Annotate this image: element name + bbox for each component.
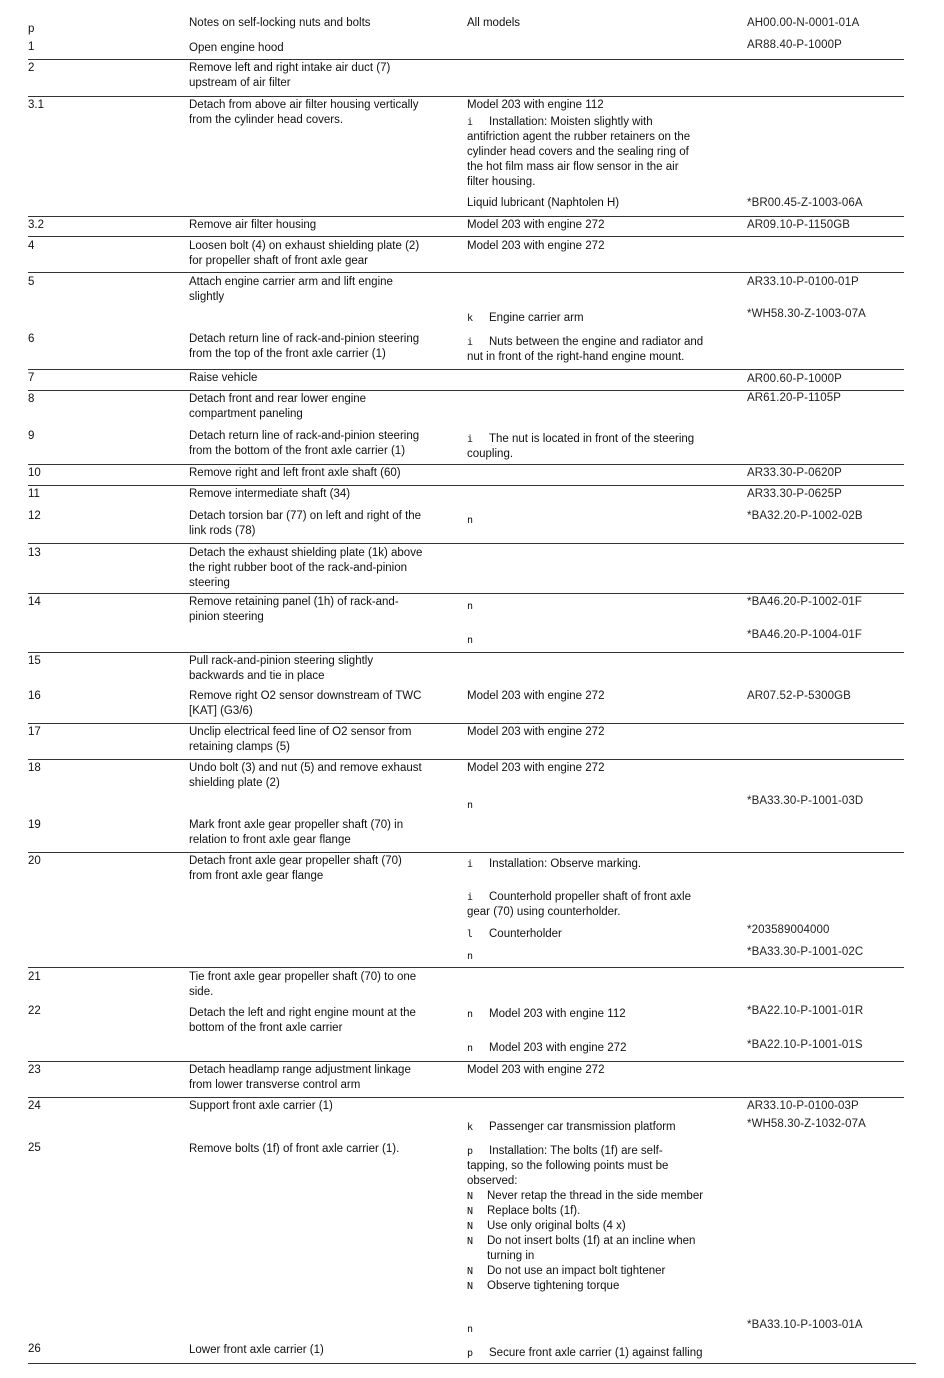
step-title: Detach the exhaust shielding plate (1k) above the right rubber boot of the rack-and-pinion steering [189, 547, 423, 589]
tool-text: Counterholder [489, 928, 562, 940]
step-title: Remove retaining panel (1h) of rack-and- pinion steering [189, 596, 399, 623]
tool-line [467, 311, 584, 326]
note-text: Installation: The bolts (1f) are self- tapping, so the following points must be observed: [467, 1145, 669, 1187]
bullet-item [467, 1189, 703, 1204]
note-icon: n [467, 800, 474, 811]
note-icon: n [467, 951, 474, 962]
reference-link[interactable]: *BA22.10-P-1001-01S [747, 1039, 863, 1051]
condition: Model 203 with engine 272 [467, 1064, 605, 1076]
bullet-icon: N [467, 1206, 474, 1217]
bullet-item [467, 1219, 626, 1234]
warning-icon: p [467, 1348, 474, 1359]
row-divider [28, 236, 904, 237]
bullet-icon: N [467, 1221, 474, 1232]
row-divider [28, 723, 904, 724]
step-title: Mark front axle gear propeller shaft (70) in relation to front axle gear flange [189, 819, 404, 846]
reference-link[interactable]: *BR00.45-Z-1003-06A [747, 197, 863, 209]
note-icon: n [467, 601, 474, 612]
row-divider [28, 272, 904, 273]
reference-link[interactable]: AR33.10-P-0100-03P [747, 1100, 859, 1112]
reference-link[interactable]: *BA46.20-P-1004-01F [747, 629, 863, 641]
note-text: Model 203 with engine 112 [489, 1008, 626, 1020]
step-number: 25 [28, 1142, 41, 1154]
step-number: 21 [28, 971, 41, 983]
note-block [467, 857, 641, 872]
info-icon: i [467, 859, 474, 870]
step-title: Remove air filter housing [189, 219, 317, 231]
bullet-icon: N [467, 1281, 474, 1292]
step-title: Detach torsion bar (77) on left and right of the link rods (78) [189, 510, 422, 537]
reference-link[interactable]: AR07.52-P-5300GB [747, 690, 851, 702]
step-number: 11 [28, 488, 40, 500]
reference-link[interactable]: AR61.20-P-1105P [747, 392, 841, 404]
row-divider [28, 485, 904, 486]
step-number: 22 [28, 1005, 41, 1017]
step-number: 19 [28, 819, 41, 831]
step-number: 14 [28, 596, 41, 608]
reference-link[interactable]: *BA33.10-P-1003-01A [747, 1319, 863, 1331]
bullet-item [467, 1279, 619, 1294]
step-number: 5 [28, 276, 35, 288]
step-number: 15 [28, 655, 41, 667]
step-number: 4 [28, 240, 35, 252]
note-icon: n [467, 1043, 474, 1054]
note-line [467, 1007, 626, 1022]
step-number: 6 [28, 333, 35, 345]
info-icon: i [467, 892, 474, 903]
bullet-icon: N [467, 1266, 474, 1277]
reference-link[interactable]: AR33.30-P-0620P [747, 467, 842, 479]
bullet-text: Never retap the thread in the side member [487, 1190, 704, 1202]
row-divider [28, 1097, 904, 1098]
note-block [467, 1144, 668, 1189]
row-divider [28, 464, 904, 465]
step-number: 8 [28, 393, 35, 405]
note-icon: n [467, 635, 474, 646]
reference-link[interactable]: AR88.40-P-1000P [747, 39, 842, 51]
row-divider [28, 59, 904, 60]
bullet-item [467, 1204, 580, 1219]
step-title: Detach from above air filter housing vertically from the cylinder head covers. [189, 99, 419, 126]
step-number: 10 [28, 467, 41, 479]
row-divider [28, 852, 904, 853]
step-number: 23 [28, 1064, 41, 1076]
step-title: Tie front axle gear propeller shaft (70) to one side. [189, 971, 417, 998]
reference-link[interactable]: AH00.00-N-0001-01A [747, 17, 860, 29]
note-line [467, 1041, 626, 1056]
step-title: Remove intermediate shaft (34) [189, 488, 351, 500]
step-title: Detach return line of rack-and-pinion steering from the bottom of the front axle carrier (1) [189, 430, 420, 457]
tool-icon: k [467, 313, 474, 324]
bullet-text: Replace bolts (1f). [487, 1205, 581, 1217]
info-icon: i [467, 434, 474, 445]
step-title: Remove bolts (1f) of front axle carrier (1). [189, 1143, 400, 1155]
reference-link[interactable]: AR33.10-P-0100-01P [747, 276, 859, 288]
condition: Model 203 with engine 272 [467, 726, 605, 738]
note-block [467, 115, 690, 190]
step-number: 16 [28, 690, 41, 702]
note-text: Model 203 with engine 272 [489, 1042, 627, 1054]
note-block [467, 432, 694, 462]
step-number: 1 [28, 41, 35, 53]
step-number: p [28, 23, 35, 35]
reference-link[interactable]: *BA22.10-P-1001-01R [747, 1005, 864, 1017]
condition: Model 203 with engine 112 [467, 99, 604, 111]
row-divider [28, 967, 904, 968]
step-title: Unclip electrical feed line of O2 sensor from retaining clamps (5) [189, 726, 412, 753]
tool-line [467, 927, 562, 942]
note-icon: n [467, 1324, 474, 1335]
row-divider [28, 759, 904, 760]
step-title: Remove left and right intake air duct (7) upstream of air filter [189, 62, 391, 89]
tool-icon: l [467, 929, 474, 940]
step-title: Detach return line of rack-and-pinion steering from the top of the front axle carrier (1) [189, 333, 420, 360]
condition: Model 203 with engine 272 [467, 762, 605, 774]
row-divider [28, 216, 904, 217]
step-number: 3.1 [28, 99, 44, 111]
step-title: Detach headlamp range adjustment linkage from lower transverse control arm [189, 1064, 411, 1091]
step-number: 24 [28, 1100, 41, 1112]
note-icon-line [467, 599, 489, 614]
note-icon: n [467, 515, 474, 526]
condition: Model 203 with engine 272 [467, 690, 605, 702]
bullet-icon: N [467, 1236, 474, 1247]
step-title: Detach the left and right engine mount at the bottom of the front axle carrier [189, 1007, 416, 1034]
step-number: 2 [28, 62, 35, 74]
row-divider [28, 1363, 916, 1364]
note-icon-line [467, 1322, 489, 1337]
step-title: Raise vehicle [189, 372, 258, 384]
reference-link[interactable]: *WH58.30-Z-1003-07A [747, 308, 866, 320]
reference-link[interactable]: *203589004000 [747, 924, 830, 936]
note-text: The nut is located in front of the steering coupling. [467, 433, 695, 460]
tool-line [467, 1120, 676, 1135]
step-number: 13 [28, 547, 41, 559]
note-icon-line [467, 633, 489, 648]
step-title: Notes on self-locking nuts and bolts [189, 17, 371, 29]
step-number: 7 [28, 372, 35, 384]
row-divider [28, 593, 904, 594]
note-block [467, 1346, 703, 1361]
step-title: Lower front axle carrier (1) [189, 1344, 324, 1356]
note-icon-line [467, 798, 489, 813]
tool-text: Passenger car transmission platform [489, 1121, 676, 1133]
bullet-text: Do not use an impact bolt tightener [487, 1265, 666, 1277]
reference-link[interactable]: *BA33.30-P-1001-02C [747, 946, 864, 958]
condition: All models [467, 17, 521, 29]
note-text: Secure front axle carrier (1) against falling [489, 1347, 703, 1359]
note-block [467, 890, 691, 920]
step-number: 26 [28, 1343, 41, 1355]
step-title: Detach front and rear lower engine compartment paneling [189, 393, 367, 420]
step-title: Detach front axle gear propeller shaft (70) from front axle gear flange [189, 855, 402, 882]
note-icon-line [467, 513, 489, 528]
condition: Model 203 with engine 272 [467, 219, 605, 231]
bullet-item [467, 1264, 665, 1279]
bullet-text: Do not insert bolts (1f) at an incline when turning in [487, 1235, 696, 1262]
reference-link[interactable]: *BA33.30-P-1001-03D [747, 795, 864, 807]
step-title: Remove right O2 sensor downstream of TWC [KAT] (G3/6) [189, 690, 422, 717]
reference-link[interactable]: AR09.10-P-1150GB [747, 219, 851, 231]
bullet-text: Observe tightening torque [487, 1280, 620, 1292]
condition: Model 203 with engine 272 [467, 240, 605, 252]
reference-link[interactable]: *WH58.30-Z-1032-07A [747, 1118, 866, 1130]
row-divider [28, 543, 904, 544]
step-number: 9 [28, 430, 35, 442]
step-title: Undo bolt (3) and nut (5) and remove exhaust shielding plate (2) [189, 762, 422, 789]
row-divider [28, 1061, 904, 1062]
row-divider [28, 369, 904, 370]
reference-link[interactable]: *BA46.20-P-1002-01F [747, 596, 863, 608]
note-icon-line [467, 949, 489, 964]
row-divider [28, 652, 904, 653]
bullet-text: Use only original bolts (4 x) [487, 1220, 626, 1232]
bullet-item [467, 1234, 695, 1264]
info-icon: i [467, 117, 474, 128]
step-number: 3.2 [28, 219, 44, 231]
note-text: Installation: Moisten slightly with antifriction agent the rubber retainers on the cylinder head covers and the sealing ring of the hot film mass air flow sensor in the air filter housing. [467, 116, 691, 188]
material-text: Liquid lubricant (Naphtolen H) [467, 197, 620, 209]
step-number: 18 [28, 762, 41, 774]
step-number: 20 [28, 855, 41, 867]
step-number: 17 [28, 726, 41, 738]
warning-icon: p [467, 1146, 474, 1157]
reference-link[interactable]: AR00.60-P-1000P [747, 373, 842, 385]
step-title: Attach engine carrier arm and lift engine slightly [189, 276, 393, 303]
note-icon: n [467, 1009, 474, 1020]
note-block [467, 335, 703, 365]
info-icon: i [467, 337, 474, 348]
step-title: Support front axle carrier (1) [189, 1100, 333, 1112]
note-text: Counterhold propeller shaft of front axle gear (70) using counterholder. [467, 891, 692, 918]
note-text: Installation: Observe marking. [489, 858, 642, 870]
step-title: Loosen bolt (4) on exhaust shielding plate (2) for propeller shaft of front axle gear [189, 240, 420, 267]
tool-icon: k [467, 1122, 474, 1133]
note-text: Nuts between the engine and radiator and nut in front of the right-hand engine mount. [467, 336, 704, 363]
reference-link[interactable]: *BA32.20-P-1002-02B [747, 510, 863, 522]
tool-text: Engine carrier arm [489, 312, 584, 324]
row-divider [28, 96, 904, 97]
step-title: Remove right and left front axle shaft (60) [189, 467, 401, 479]
step-title: Open engine hood [189, 42, 284, 54]
reference-link[interactable]: AR33.30-P-0625P [747, 488, 842, 500]
bullet-icon: N [467, 1191, 474, 1202]
step-number: 12 [28, 510, 41, 522]
step-title: Pull rack-and-pinion steering slightly backwards and tie in place [189, 655, 374, 682]
